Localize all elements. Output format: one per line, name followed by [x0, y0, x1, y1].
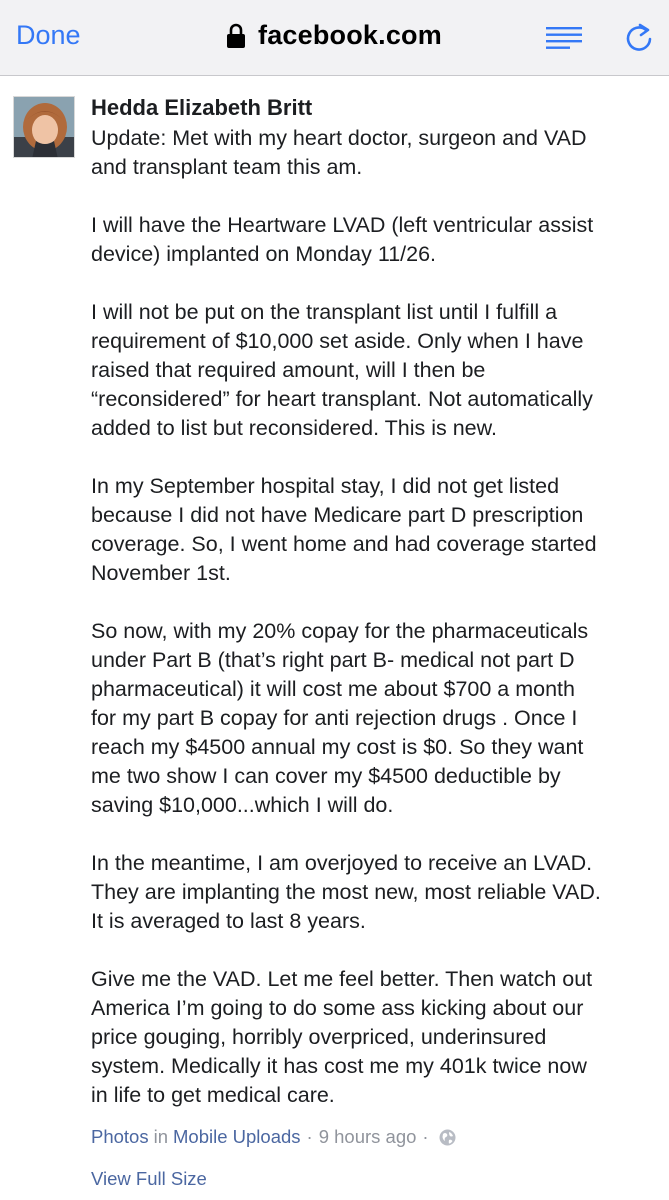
post-paragraph: Give me the VAD. Let me feel better. Then watch out America I’m going to do some ass kicking about our price gouging, horribly overpriced, underinsured system. Medically it has cost me my 401k twice now in life to get medical care.	[91, 967, 593, 1107]
post-paragraph: In the meantime, I am overjoyed to receive an LVAD. They are implanting the most new, most reliable VAD. It is averaged to last 8 years.	[91, 851, 601, 933]
avatar-photo	[14, 97, 75, 158]
avatar[interactable]	[13, 96, 75, 158]
meta-in: in	[153, 1126, 169, 1147]
meta-separator: ·	[306, 1126, 313, 1147]
view-full-size-link[interactable]: View Full Size	[91, 1168, 207, 1189]
browser-toolbar	[0, 0, 669, 76]
post-paragraph: I will have the Heartware LVAD (left ventricular assist device) implanted on Monday 11/26.	[91, 213, 594, 266]
done-button[interactable]: Done	[16, 20, 81, 50]
url-text: facebook.com	[258, 20, 442, 50]
lock-icon	[226, 23, 246, 49]
photos-link[interactable]: Photos	[91, 1126, 149, 1147]
post-paragraph: Update: Met with my heart doctor, surgeon and VAD and transplant team this am.	[91, 126, 587, 179]
album-link[interactable]: Mobile Uploads	[173, 1126, 301, 1147]
post-paragraph: So now, with my 20% copay for the pharmaceuticals under Part B (that’s right part B- medical not part D pharmaceutical) it will cost me about $700 a month for my part B copay for anti rejection drugs . Once I reach my $4500 annual my cost is $0. So they want me two show I can cover my $4500 deductible by saving $10,000...which I will do.	[91, 619, 589, 817]
meta-separator: ·	[422, 1126, 429, 1147]
post-paragraph: In my September hospital stay, I did not get listed because I did not have Medicare part D prescription coverage. So, I went home and had coverage started November 1st.	[91, 474, 597, 585]
post-body	[91, 124, 661, 1139]
post-paragraph: I will not be put on the transplant list until I fulfill a requirement of $10,000 set aside. Only when I have raised that required amount, will I then be “reconsidered” for heart transplant. Not automatically added to list but reconsidered. This is new.	[91, 300, 593, 440]
timestamp[interactable]: 9 hours ago	[318, 1126, 417, 1147]
reload-icon[interactable]	[623, 22, 655, 54]
post-meta	[91, 1126, 456, 1148]
address-bar[interactable]	[226, 20, 442, 51]
reader-view-icon[interactable]	[546, 26, 582, 50]
globe-icon	[439, 1129, 456, 1146]
author-name[interactable]: Hedda Elizabeth Britt	[91, 95, 313, 120]
